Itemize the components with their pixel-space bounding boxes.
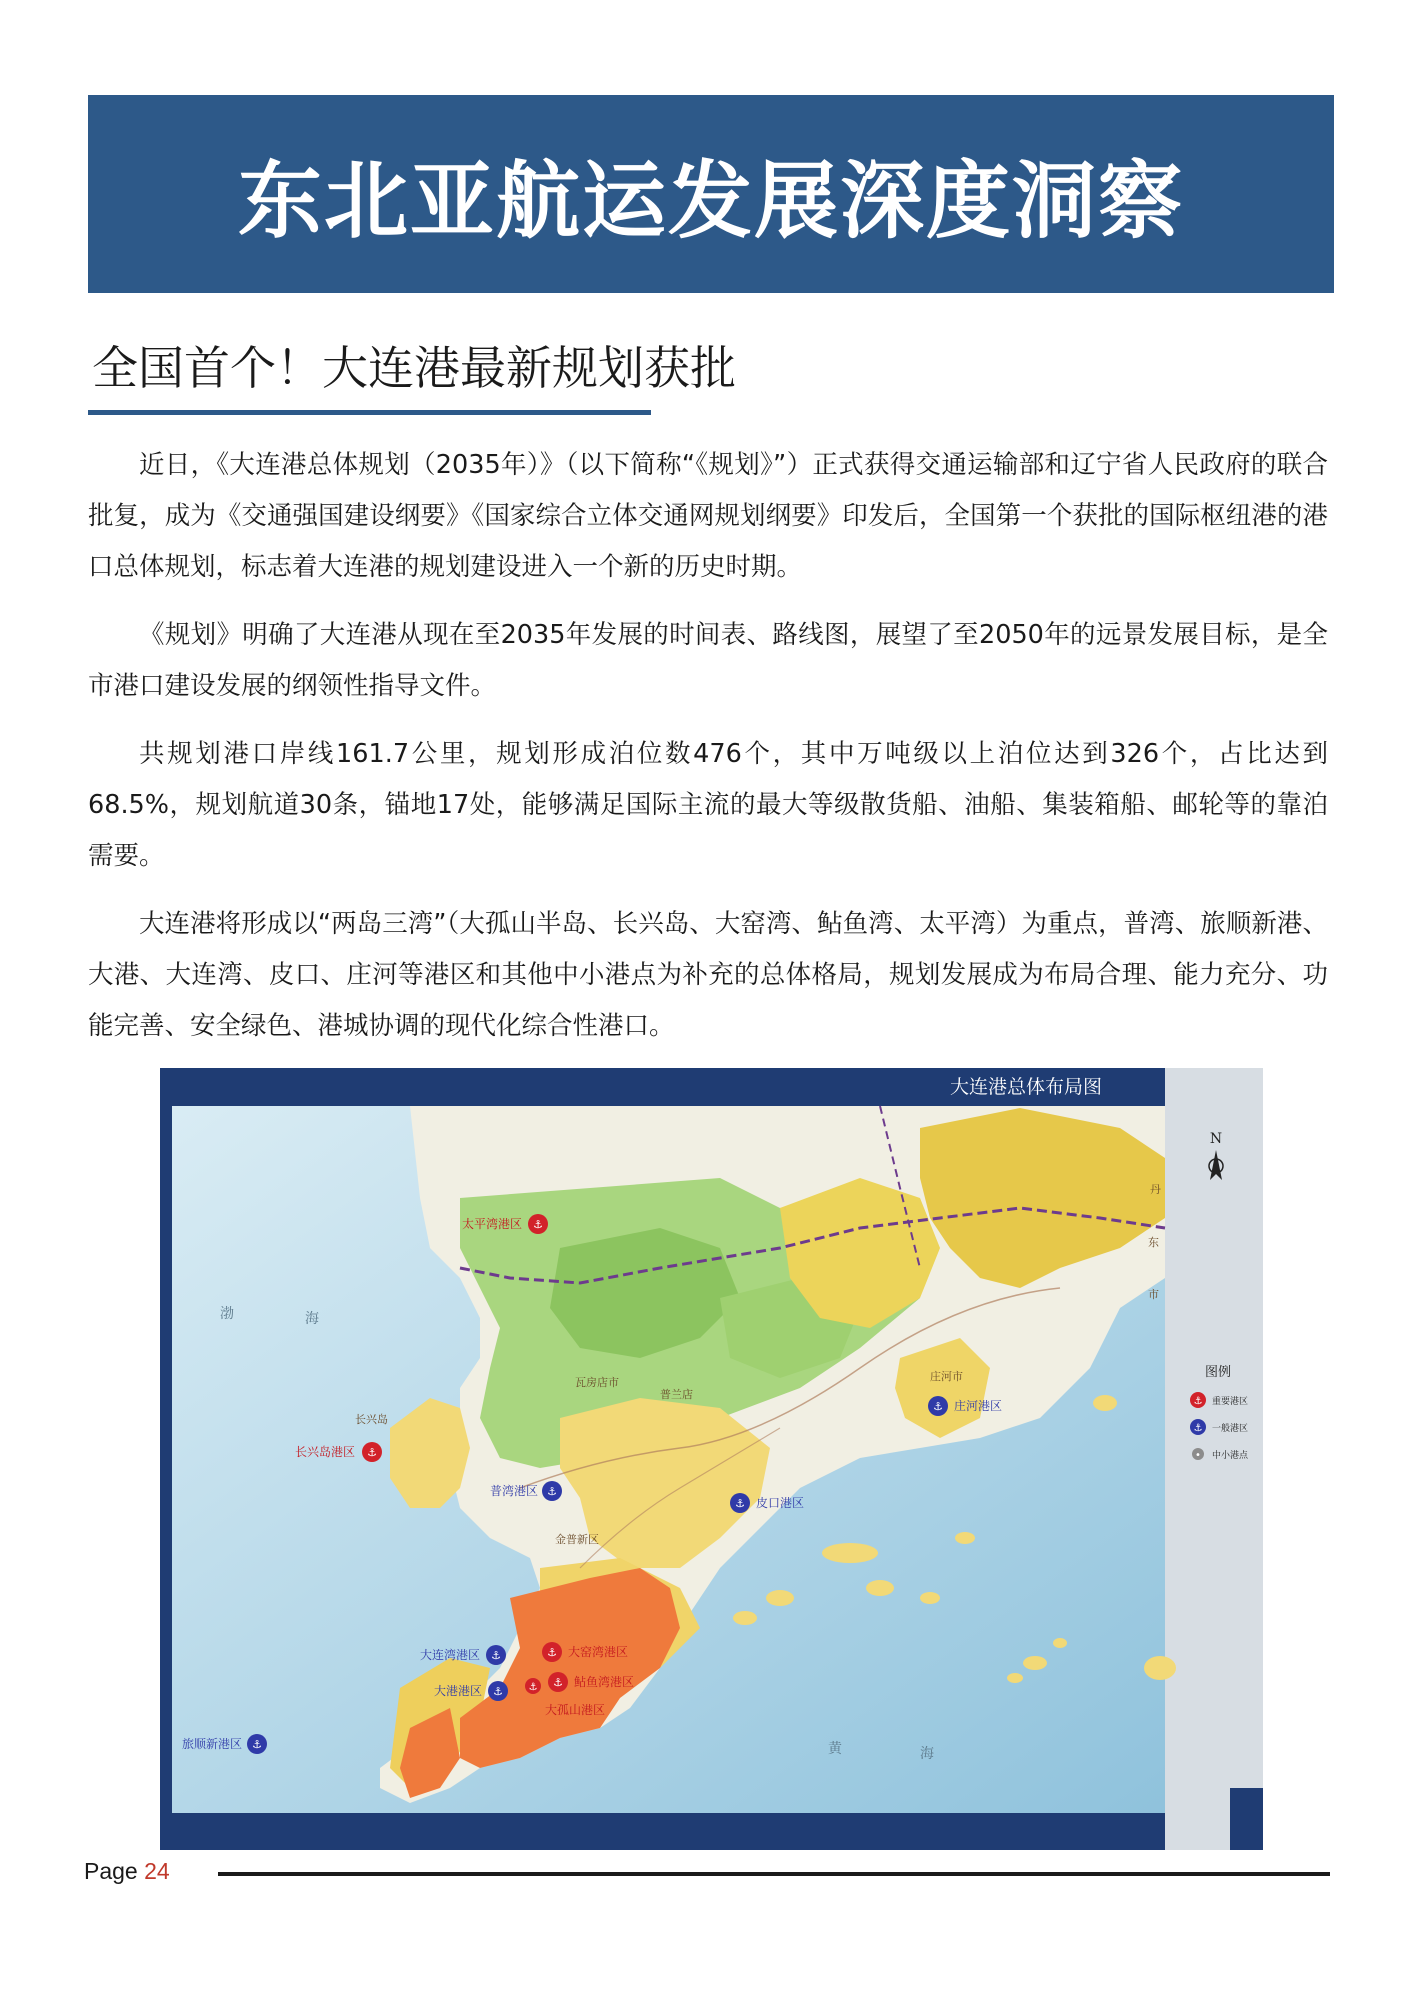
dot-icon: • xyxy=(1195,1450,1201,1461)
svg-text:大孤山港区: 大孤山港区 xyxy=(545,1703,606,1717)
svg-text:丹: 丹 xyxy=(1150,1183,1161,1196)
svg-text:太平湾港区: 太平湾港区 xyxy=(461,1217,522,1231)
legend-title: 图例 xyxy=(1204,1365,1232,1380)
island xyxy=(866,1580,894,1596)
svg-text:庄河港区: 庄河港区 xyxy=(954,1399,1003,1413)
anchor-icon: ⚓ xyxy=(252,1738,262,1751)
island xyxy=(766,1590,794,1606)
island xyxy=(1053,1638,1067,1648)
anchor-icon: ⚓ xyxy=(547,1646,557,1659)
svg-text:普兰店: 普兰店 xyxy=(660,1388,693,1401)
anchor-icon: ⚓ xyxy=(367,1446,377,1459)
anchor-icon: ⚓ xyxy=(528,1682,538,1693)
anchor-icon: ⚓ xyxy=(1193,1396,1203,1407)
island xyxy=(1093,1395,1117,1411)
island xyxy=(920,1592,940,1604)
title-underline xyxy=(88,410,651,415)
svg-text:东: 东 xyxy=(1148,1236,1159,1249)
anchor-icon: ⚓ xyxy=(533,1218,543,1231)
section-title: 全国首个！大连港最新规划获批 xyxy=(92,341,736,395)
banner-title: 东北亚航运发展深度洞察 xyxy=(237,151,1184,250)
paragraph: 近日，《大连港总体规划（2035年）》（以下简称“《规划》”）正式获得交通运输部和辽宁省人民政府的联合批复，成为《交通强国建设纲要》《国家综合立体交通网规划纲要》印发后，全国第一个获批的国际枢纽港的港口总体规划，标志着大连港的规划建设进入一个新的历史时期。 xyxy=(88,450,1328,582)
paragraph: 《规划》明确了大连港从现在至2035年发展的时间表、路线图，展望了至2050年的远景发展目标，是全市港口建设发展的纲领性指导文件。 xyxy=(88,620,1328,701)
map-title: 大连港总体布局图 xyxy=(949,1076,1102,1098)
svg-text:长兴岛港区: 长兴岛港区 xyxy=(294,1445,355,1459)
anchor-icon: ⚓ xyxy=(933,1400,943,1413)
anchor-icon: ⚓ xyxy=(735,1497,745,1510)
anchor-icon: ⚓ xyxy=(1193,1423,1203,1434)
page-number: 24 xyxy=(144,1858,170,1884)
article-body xyxy=(88,440,1328,1069)
svg-text:金普新区: 金普新区 xyxy=(555,1533,599,1546)
svg-text:中小港点: 中小港点 xyxy=(1212,1451,1249,1461)
svg-text:市: 市 xyxy=(1148,1288,1159,1301)
island xyxy=(1023,1656,1047,1670)
svg-text:长兴岛: 长兴岛 xyxy=(355,1413,388,1426)
svg-text:海: 海 xyxy=(920,1746,934,1762)
svg-text:皮口港区: 皮口港区 xyxy=(756,1496,805,1510)
svg-text:重要港区: 重要港区 xyxy=(1212,1397,1249,1407)
anchor-icon: ⚓ xyxy=(491,1649,501,1662)
paragraph: 大连港将形成以“两岛三湾”（大孤山半岛、长兴岛、大窑湾、鲇鱼湾、太平湾）为重点，普湾、旅顺新港、大港、大连湾、皮口、庄河等港区和其他中小港点为补充的总体格局，规划发展成为布局合理、能力充分、功能完善、安全绿色、港城协调的现代化综合性港口。 xyxy=(88,909,1328,1041)
svg-text:庄河市: 庄河市 xyxy=(930,1370,963,1383)
island xyxy=(733,1611,757,1625)
svg-text:大连湾港区: 大连湾港区 xyxy=(419,1648,480,1662)
page-footer xyxy=(84,1858,170,1885)
svg-text:大港港区: 大港港区 xyxy=(433,1684,482,1698)
anchor-icon: ⚓ xyxy=(547,1485,557,1498)
paragraph: 共规划港口岸线161.7公里，规划形成泊位数476个，其中万吨级以上泊位达到326个，占比达到68.5%，规划航道30条，锚地17处，能够满足国际主流的最大等级散货船、油船、集装箱船、邮轮等的靠泊需要。 xyxy=(88,739,1328,871)
svg-text:瓦房店市: 瓦房店市 xyxy=(575,1376,619,1389)
svg-text:N: N xyxy=(1209,1131,1223,1147)
header-banner xyxy=(88,95,1334,293)
svg-text:黄: 黄 xyxy=(828,1741,842,1757)
footer-rule xyxy=(218,1872,1330,1876)
svg-text:大窑湾港区: 大窑湾港区 xyxy=(568,1645,629,1659)
island xyxy=(955,1532,975,1544)
anchor-icon: ⚓ xyxy=(493,1685,503,1698)
page-word: Page xyxy=(84,1858,138,1884)
island xyxy=(1007,1673,1023,1683)
anchor-icon: ⚓ xyxy=(553,1676,563,1689)
svg-text:鲇鱼湾港区: 鲇鱼湾港区 xyxy=(574,1675,635,1689)
port-layout-map xyxy=(160,1068,1263,1850)
svg-text:海: 海 xyxy=(305,1311,319,1327)
svg-text:普湾港区: 普湾港区 xyxy=(489,1484,538,1498)
svg-text:渤: 渤 xyxy=(220,1306,234,1322)
island xyxy=(822,1543,878,1563)
svg-text:一般港区: 一般港区 xyxy=(1212,1424,1249,1434)
svg-text:旅顺新港区: 旅顺新港区 xyxy=(181,1737,242,1751)
island xyxy=(1144,1656,1176,1680)
